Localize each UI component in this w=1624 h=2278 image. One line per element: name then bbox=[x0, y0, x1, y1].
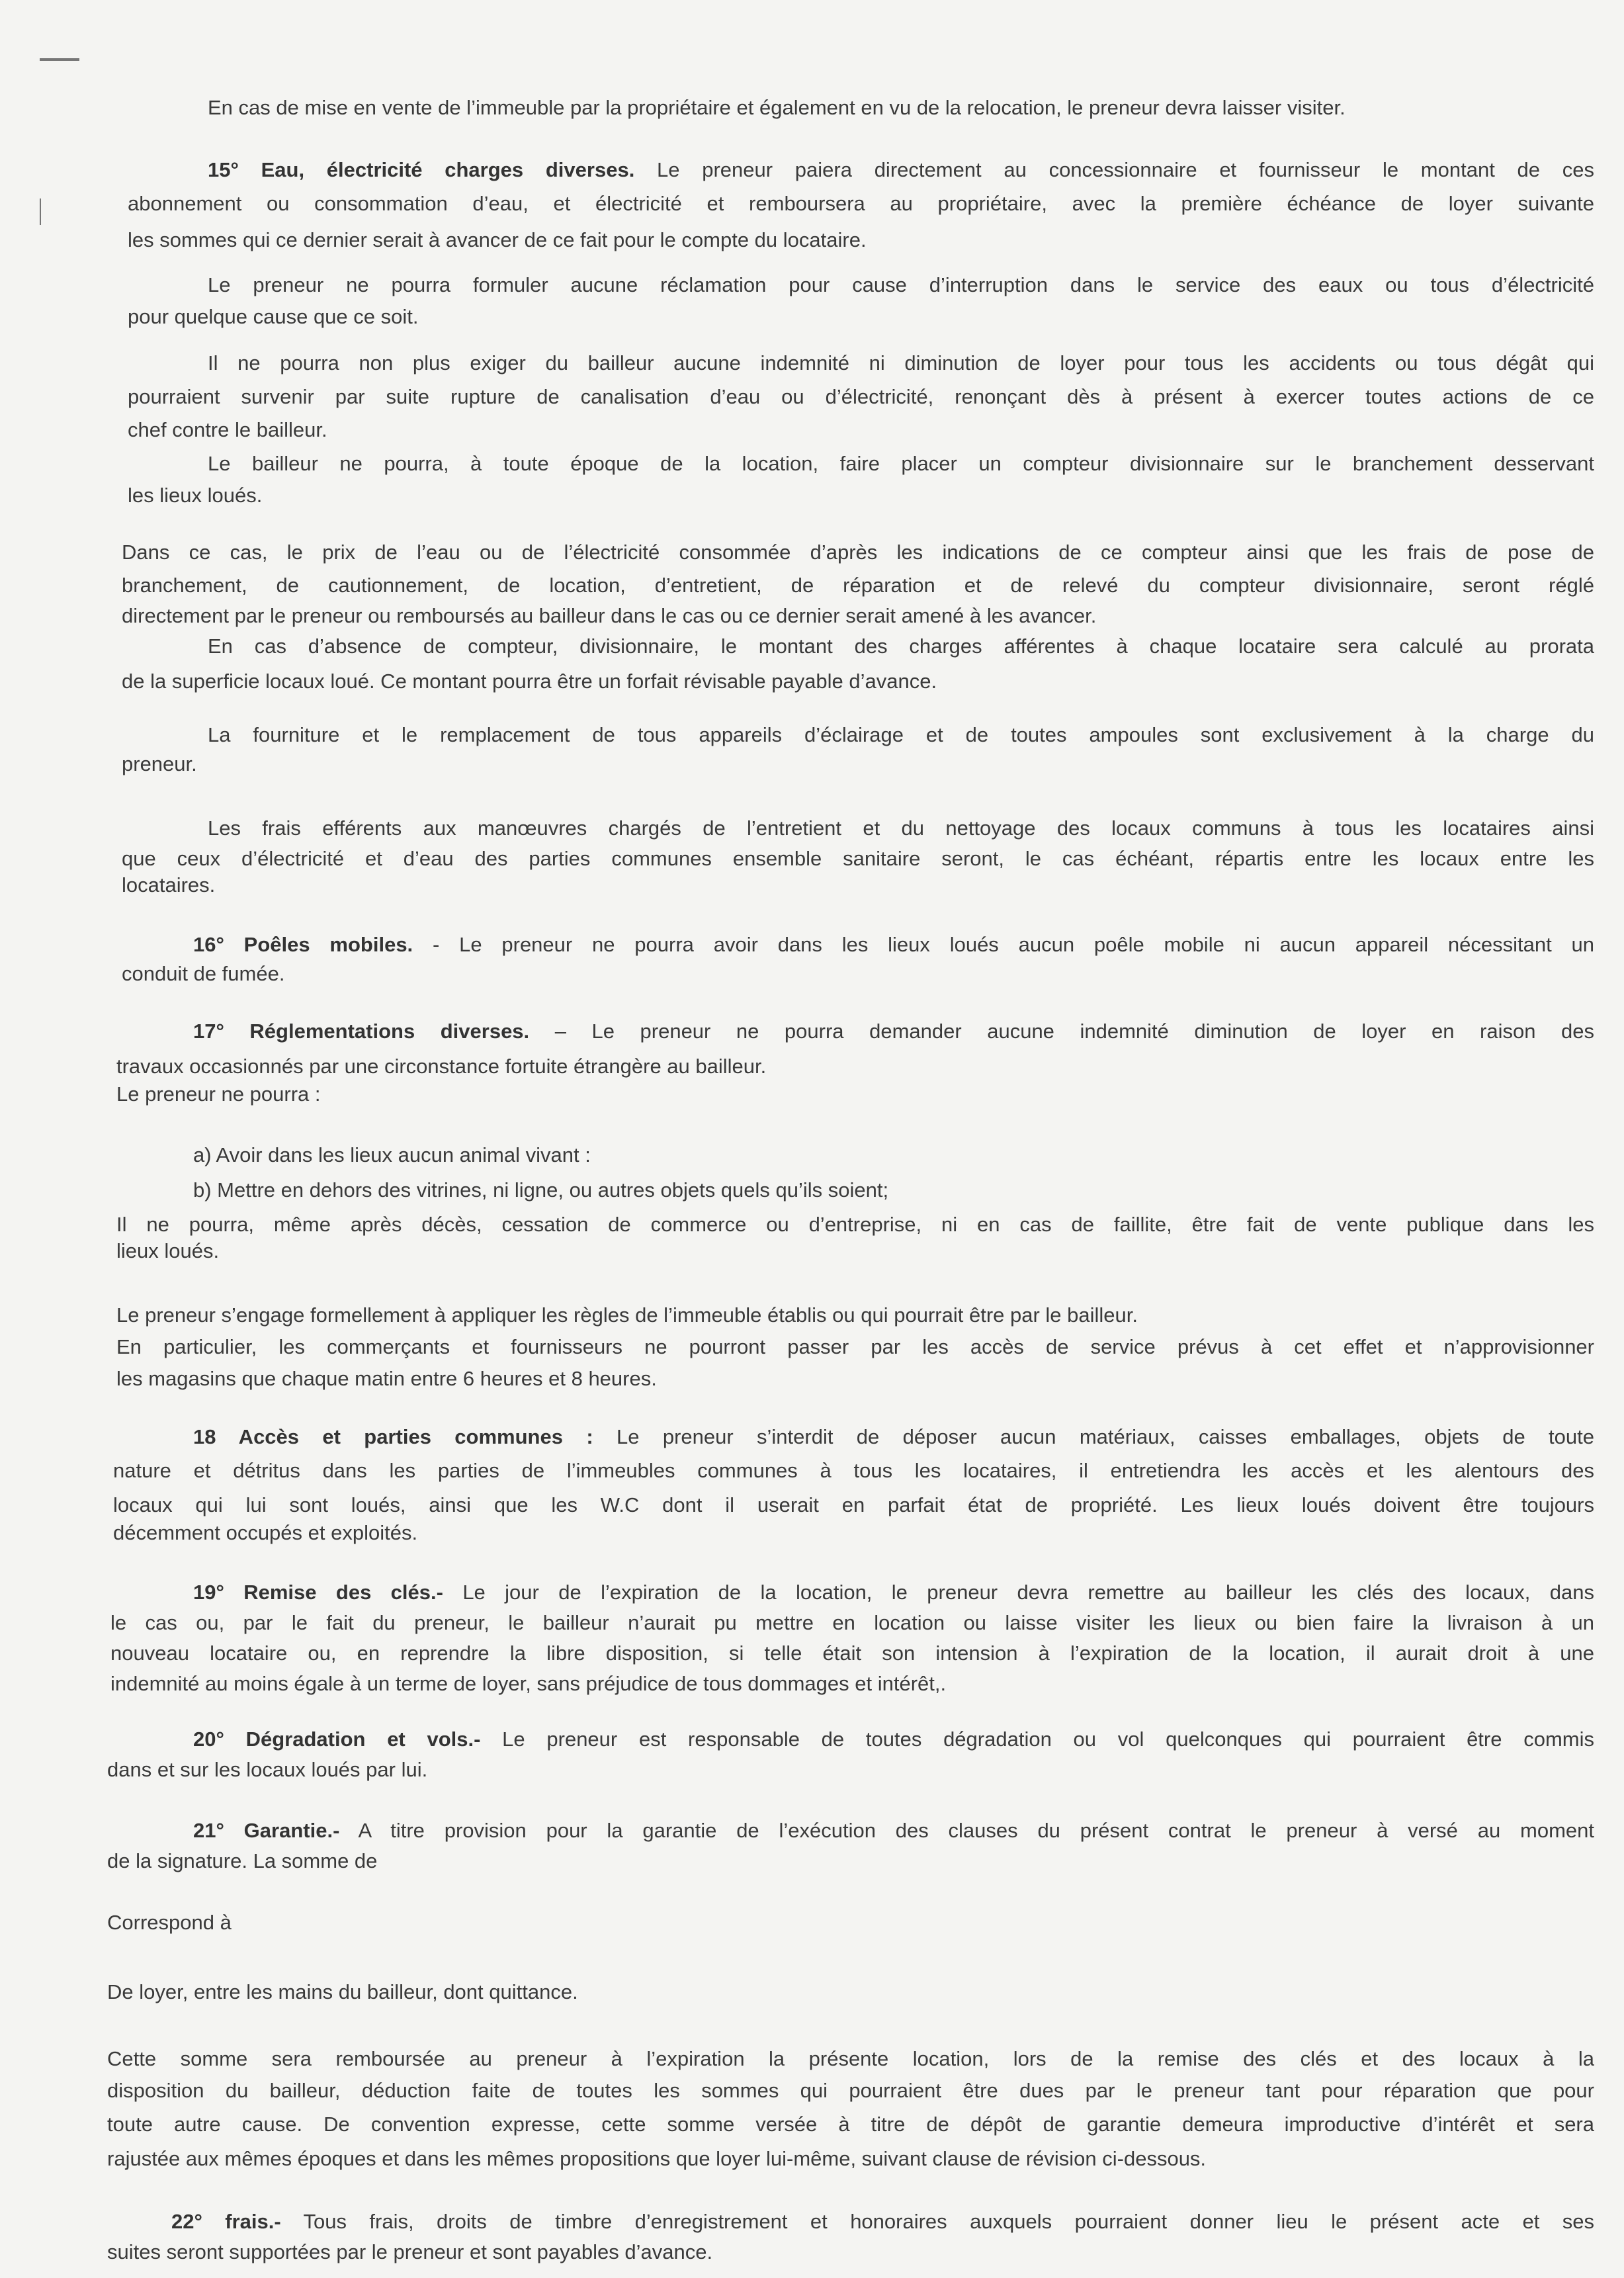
text-line bbox=[116, 1081, 321, 1108]
scan-mark bbox=[40, 58, 79, 61]
line-text: conduit de fumée. bbox=[122, 962, 285, 985]
line-text: Le preneur ne pourra : bbox=[116, 1082, 321, 1106]
line-text: travaux occasionnés par une circonstance fortuite étrangère au bailleur. bbox=[116, 1055, 767, 1078]
line-text: disposition du bailleur, déduction faite de toutes les sommes qui pourraient être dues par le preneur tant pour réparation que pour bbox=[107, 2079, 1594, 2102]
section-heading-line bbox=[171, 2209, 1594, 2235]
text-line bbox=[122, 872, 215, 898]
text-line bbox=[208, 722, 1594, 748]
text-line bbox=[122, 603, 1096, 629]
text-line bbox=[193, 1177, 888, 1204]
line-text: En particulier, les commerçants et fournisseurs ne pourront passer par les accès de service prévus à cet effet et n’approvisionner bbox=[116, 1335, 1594, 1358]
section-heading-line bbox=[193, 1818, 1594, 1844]
line-text: nature et détritus dans les parties de l’immeubles communes à tous les locataires, il entretiendra les accès et les alentours des bbox=[113, 1459, 1594, 1482]
section-title: 22° frais.- bbox=[171, 2210, 281, 2233]
section-title: 15° Eau, électricité charges diverses. bbox=[208, 158, 635, 181]
line-text: décemment occupés et exploités. bbox=[113, 1521, 418, 1544]
section-title: 20° Dégradation et vols.- bbox=[193, 1728, 481, 1751]
line-text: les magasins que chaque matin entre 6 heures et 8 heures. bbox=[116, 1367, 657, 1390]
line-text: Les frais efférents aux manœuvres chargés de l’entretient et du nettoyage des locaux communs à tous les locataires ainsi bbox=[208, 816, 1594, 840]
text-line bbox=[208, 451, 1594, 477]
text-line bbox=[110, 1671, 946, 1697]
line-text: Le preneur s’interdit de déposer aucun matériaux, caisses emballages, objets de toute bbox=[593, 1425, 1594, 1448]
line-text: Le preneur est responsable de toutes dégradation ou vol quelconques qui pourraient être commis bbox=[480, 1728, 1594, 1751]
text-line bbox=[107, 1848, 377, 1874]
text-line bbox=[128, 417, 327, 443]
line-text: chef contre le bailleur. bbox=[128, 418, 327, 441]
text-line bbox=[107, 2078, 1594, 2104]
line-text: A titre provision pour la garantie de l’exécution des clauses du présent contrat le preneur à versé au moment bbox=[339, 1819, 1594, 1842]
section-heading-line bbox=[208, 157, 1594, 183]
text-line bbox=[113, 1458, 1594, 1484]
line-text: Il ne pourra non plus exiger du bailleur aucune indemnité ni diminution de loyer pour tous les accidents ou tous dégât qui bbox=[208, 351, 1594, 374]
text-line bbox=[128, 304, 418, 330]
text-line bbox=[107, 1909, 232, 1936]
line-text: pour quelque cause que ce soit. bbox=[128, 305, 419, 328]
text-line bbox=[128, 227, 867, 253]
text-line bbox=[116, 1366, 657, 1392]
line-text: de la signature. La somme de bbox=[107, 1849, 378, 1872]
section-heading-line bbox=[193, 1579, 1594, 1606]
line-text: – Le preneur ne pourra demander aucune indemnité diminution de loyer en raison des bbox=[529, 1020, 1594, 1043]
text-line bbox=[208, 350, 1594, 376]
scan-mark bbox=[40, 198, 41, 225]
line-text: Correspond à bbox=[107, 1911, 232, 1934]
text-line bbox=[116, 1238, 219, 1264]
line-text: toute autre cause. De convention expresse, cette somme versée à titre de dépôt de garantie demeura improductive d’intérêt et sera bbox=[107, 2113, 1594, 2136]
text-line bbox=[116, 1053, 766, 1080]
line-text: le cas ou, par le fait du preneur, le bailleur n’aurait pu mettre en location ou laisse visiter les lieux ou bien faire la livraison à un bbox=[110, 1611, 1594, 1634]
line-text: Cette somme sera remboursée au preneur à l’expiration la présente location, lors de la remise des clés et des locaux à la bbox=[107, 2047, 1594, 2070]
text-line bbox=[116, 1334, 1594, 1360]
line-text: locaux qui lui sont loués, ainsi que les W.C dont il userait en parfait état de propriété. Les lieux loués doivent être toujours bbox=[113, 1493, 1594, 1516]
line-text: La fourniture et le remplacement de tous appareils d’éclairage et de toutes ampoules sont exclusivement à la charge du bbox=[208, 723, 1594, 746]
line-text: - Le preneur ne pourra avoir dans les lieux loués aucun poêle mobile ni aucun appareil nécessitant un bbox=[413, 933, 1594, 956]
text-line bbox=[122, 539, 1594, 566]
text-line bbox=[208, 815, 1594, 842]
section-heading-line bbox=[193, 1018, 1594, 1045]
line-text: les lieux loués. bbox=[128, 484, 263, 507]
line-text: que ceux d’électricité et d’eau des parties communes ensemble sanitaire seront, le cas échéant, répartis entre les locaux entre les bbox=[122, 847, 1594, 870]
line-text: nouveau locataire ou, en reprendre la libre disposition, si telle était son intension à l’expiration de la location, il aurait droit à une bbox=[110, 1642, 1594, 1665]
line-text: Le preneur s’engage formellement à appliquer les règles de l’immeuble établis ou qui pourrait être par le bailleur. bbox=[116, 1303, 1138, 1327]
line-text: Tous frais, droits de timbre d’enregistrement et honoraires auxquels pourraient donner lieu le présent acte et ses bbox=[280, 2210, 1594, 2233]
line-text: Le preneur ne pourra formuler aucune réclamation pour cause d’interruption dans le service des eaux ou tous d’électricité bbox=[208, 273, 1594, 296]
line-text: dans et sur les locaux loués par lui. bbox=[107, 1758, 428, 1781]
text-line bbox=[122, 572, 1594, 599]
section-title: 19° Remise des clés.- bbox=[193, 1581, 443, 1604]
line-text: abonnement ou consommation d’eau, et électricité et remboursera au propriétaire, avec la première échéance de loyer suivante bbox=[128, 192, 1594, 215]
text-line bbox=[107, 2111, 1594, 2138]
text-line bbox=[113, 1492, 1594, 1518]
text-line bbox=[122, 961, 284, 987]
line-text: Le preneur paiera directement au concessionnaire et fournisseur le montant de ces bbox=[634, 158, 1594, 181]
line-text: rajustée aux mêmes époques et dans les mêmes propositions que loyer lui-même, suivant clause de révision ci-dessous. bbox=[107, 2147, 1207, 2170]
text-line bbox=[107, 1757, 427, 1783]
line-text: De loyer, entre les mains du bailleur, dont quittance. bbox=[107, 1980, 578, 2003]
line-text: Le bailleur ne pourra, à toute époque de la location, faire placer un compteur divisionnaire sur le branchement desservant bbox=[208, 452, 1594, 475]
text-line bbox=[113, 1520, 417, 1546]
section-heading-line bbox=[193, 1424, 1594, 1450]
line-text: locataires. bbox=[122, 873, 216, 897]
text-line bbox=[122, 668, 937, 695]
text-line bbox=[107, 2239, 712, 2265]
text-line bbox=[208, 272, 1594, 298]
line-text: suites seront supportées par le preneur et sont payables d’avance. bbox=[107, 2240, 713, 2263]
text-line bbox=[110, 1610, 1594, 1636]
text-line bbox=[116, 1302, 1138, 1329]
text-line bbox=[208, 95, 1346, 121]
text-line bbox=[128, 482, 262, 509]
text-line bbox=[107, 2046, 1594, 2072]
text-line bbox=[122, 846, 1594, 872]
text-line bbox=[107, 2146, 1206, 2172]
text-line bbox=[110, 1640, 1594, 1667]
line-text: indemnité au moins égale à un terme de loyer, sans préjudice de tous dommages et intérêt,. bbox=[110, 1672, 947, 1695]
line-text: En cas d’absence de compteur, divisionnaire, le montant des charges afférentes à chaque locataire sera calculé au prorata bbox=[208, 635, 1594, 658]
section-title: 18 Accès et parties communes : bbox=[193, 1425, 593, 1448]
line-text: Dans ce cas, le prix de l’eau ou de l’électricité consommée d’après les indications de ce compteur ainsi que les frais de pose de bbox=[122, 541, 1594, 564]
line-text: de la superficie locaux loué. Ce montant pourra être un forfait révisable payable d’avance. bbox=[122, 670, 937, 693]
text-line bbox=[116, 1211, 1594, 1238]
line-text: directement par le preneur ou remboursés au bailleur dans le cas ou ce dernier serait amené à les avancer. bbox=[122, 604, 1097, 627]
line-text: Il ne pourra, même après décès, cessation de commerce ou d’entreprise, ni en cas de faillite, être fait de vente publique dans les bbox=[116, 1213, 1594, 1236]
line-text: les sommes qui ce dernier serait à avancer de ce fait pour le compte du locataire. bbox=[128, 228, 867, 251]
text-line bbox=[208, 633, 1594, 660]
section-title: 17° Réglementations diverses. bbox=[193, 1020, 530, 1043]
text-line bbox=[107, 1979, 578, 2005]
line-text: Le jour de l’expiration de la location, le preneur devra remettre au bailleur les clés des locaux, dans bbox=[443, 1581, 1594, 1604]
text-line bbox=[128, 384, 1594, 410]
line-text: lieux loués. bbox=[116, 1239, 220, 1262]
text-line bbox=[128, 191, 1594, 217]
line-text: preneur. bbox=[122, 752, 197, 775]
section-title: 21° Garantie.- bbox=[193, 1819, 340, 1842]
section-title: 16° Poêles mobiles. bbox=[193, 933, 413, 956]
section-heading-line bbox=[193, 1726, 1594, 1753]
line-text: branchement, de cautionnement, de location, d’entretient, de réparation et de relevé du compteur divisionnaire, seront réglé bbox=[122, 574, 1594, 597]
section-heading-line bbox=[193, 932, 1594, 958]
line-text: a) Avoir dans les lieux aucun animal vivant : bbox=[193, 1143, 591, 1166]
line-text: b) Mettre en dehors des vitrines, ni ligne, ou autres objets quels qu’ils soient; bbox=[193, 1178, 889, 1202]
text-line bbox=[193, 1142, 591, 1168]
line-text: pourraient survenir par suite rupture de canalisation d’eau ou d’électricité, renonçant dès à présent à exercer toutes actions de ce bbox=[128, 385, 1594, 408]
line-text: En cas de mise en vente de l’immeuble par la propriétaire et également en vu de la relocation, le preneur devra laisser visiter. bbox=[208, 96, 1346, 119]
text-line bbox=[122, 751, 197, 777]
